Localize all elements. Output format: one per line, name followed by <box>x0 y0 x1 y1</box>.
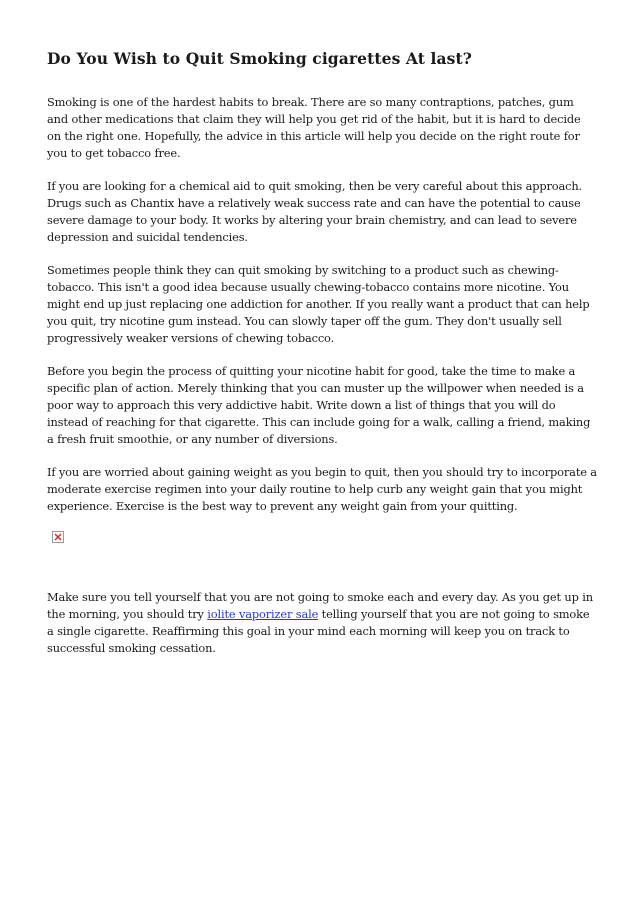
paragraph-6 <box>47 589 597 657</box>
paragraph-6-after-link: telling yourself that you are not going to smoke a single cigarette. Reaffirming this goal in your mind each morning will keep you on track to successful smoking cessation. <box>47 607 590 655</box>
paragraph-4: Before you begin the process of quitting your nicotine habit for good, take the time to make a specific plan of action. Merely thinking that you can muster up the willpower when needed is a poor way to approach this very addictive habit. Write down a list of things that you will do instead of reaching for that cigarette. This can include going for a walk, calling a friend, making a fresh fruit smoothie, or any number of diversions. <box>47 364 591 446</box>
paragraph-6-before-link: Make sure you tell yourself that you are not going to smoke each and every day. As you get up in the morning, you should try <box>47 590 593 621</box>
iolite-vaporizer-sale-link[interactable]: iolite vaporizer sale <box>207 607 319 621</box>
paragraph-3: Sometimes people think they can quit smoking by switching to a product such as chewing-tobacco. This isn't a good idea because usually chewing-tobacco contains more nicotine. You might end up just replacing one addiction for another. If you really want a product that can help you quit, try nicotine gum instead. You can slowly taper off the gum. They don't usually sell progressively weaker versions of chewing tobacco. <box>47 263 590 345</box>
paragraph-1: Smoking is one of the hardest habits to break. There are so many contraptions, patches, gum and other medications that claim they will help you get rid of the habit, but it is hard to decide on the right one. Hopefully, the advice in this article will help you decide on the right route for you to get tobacco free. <box>47 95 581 160</box>
paragraph-5: If you are worried about gaining weight as you begin to quit, then you should try to incorporate a moderate exercise regimen into your daily routine to help curb any weight gain that you might experience. Exercise is the best way to prevent any weight gain from your quitting. <box>47 465 597 513</box>
image-placeholder-space <box>47 543 597 589</box>
broken-image-icon <box>52 531 64 543</box>
page-title: Do You Wish to Quit Smoking cigarettes At last? <box>47 49 472 68</box>
document-page <box>47 48 597 673</box>
paragraph-2: If you are looking for a chemical aid to quit smoking, then be very careful about this approach. Drugs such as Chantix have a relatively weak success rate and can have the potential to cause severe damage to your body. It works by altering your brain chemistry, and can lead to severe depression and suicidal tendencies. <box>47 179 583 244</box>
